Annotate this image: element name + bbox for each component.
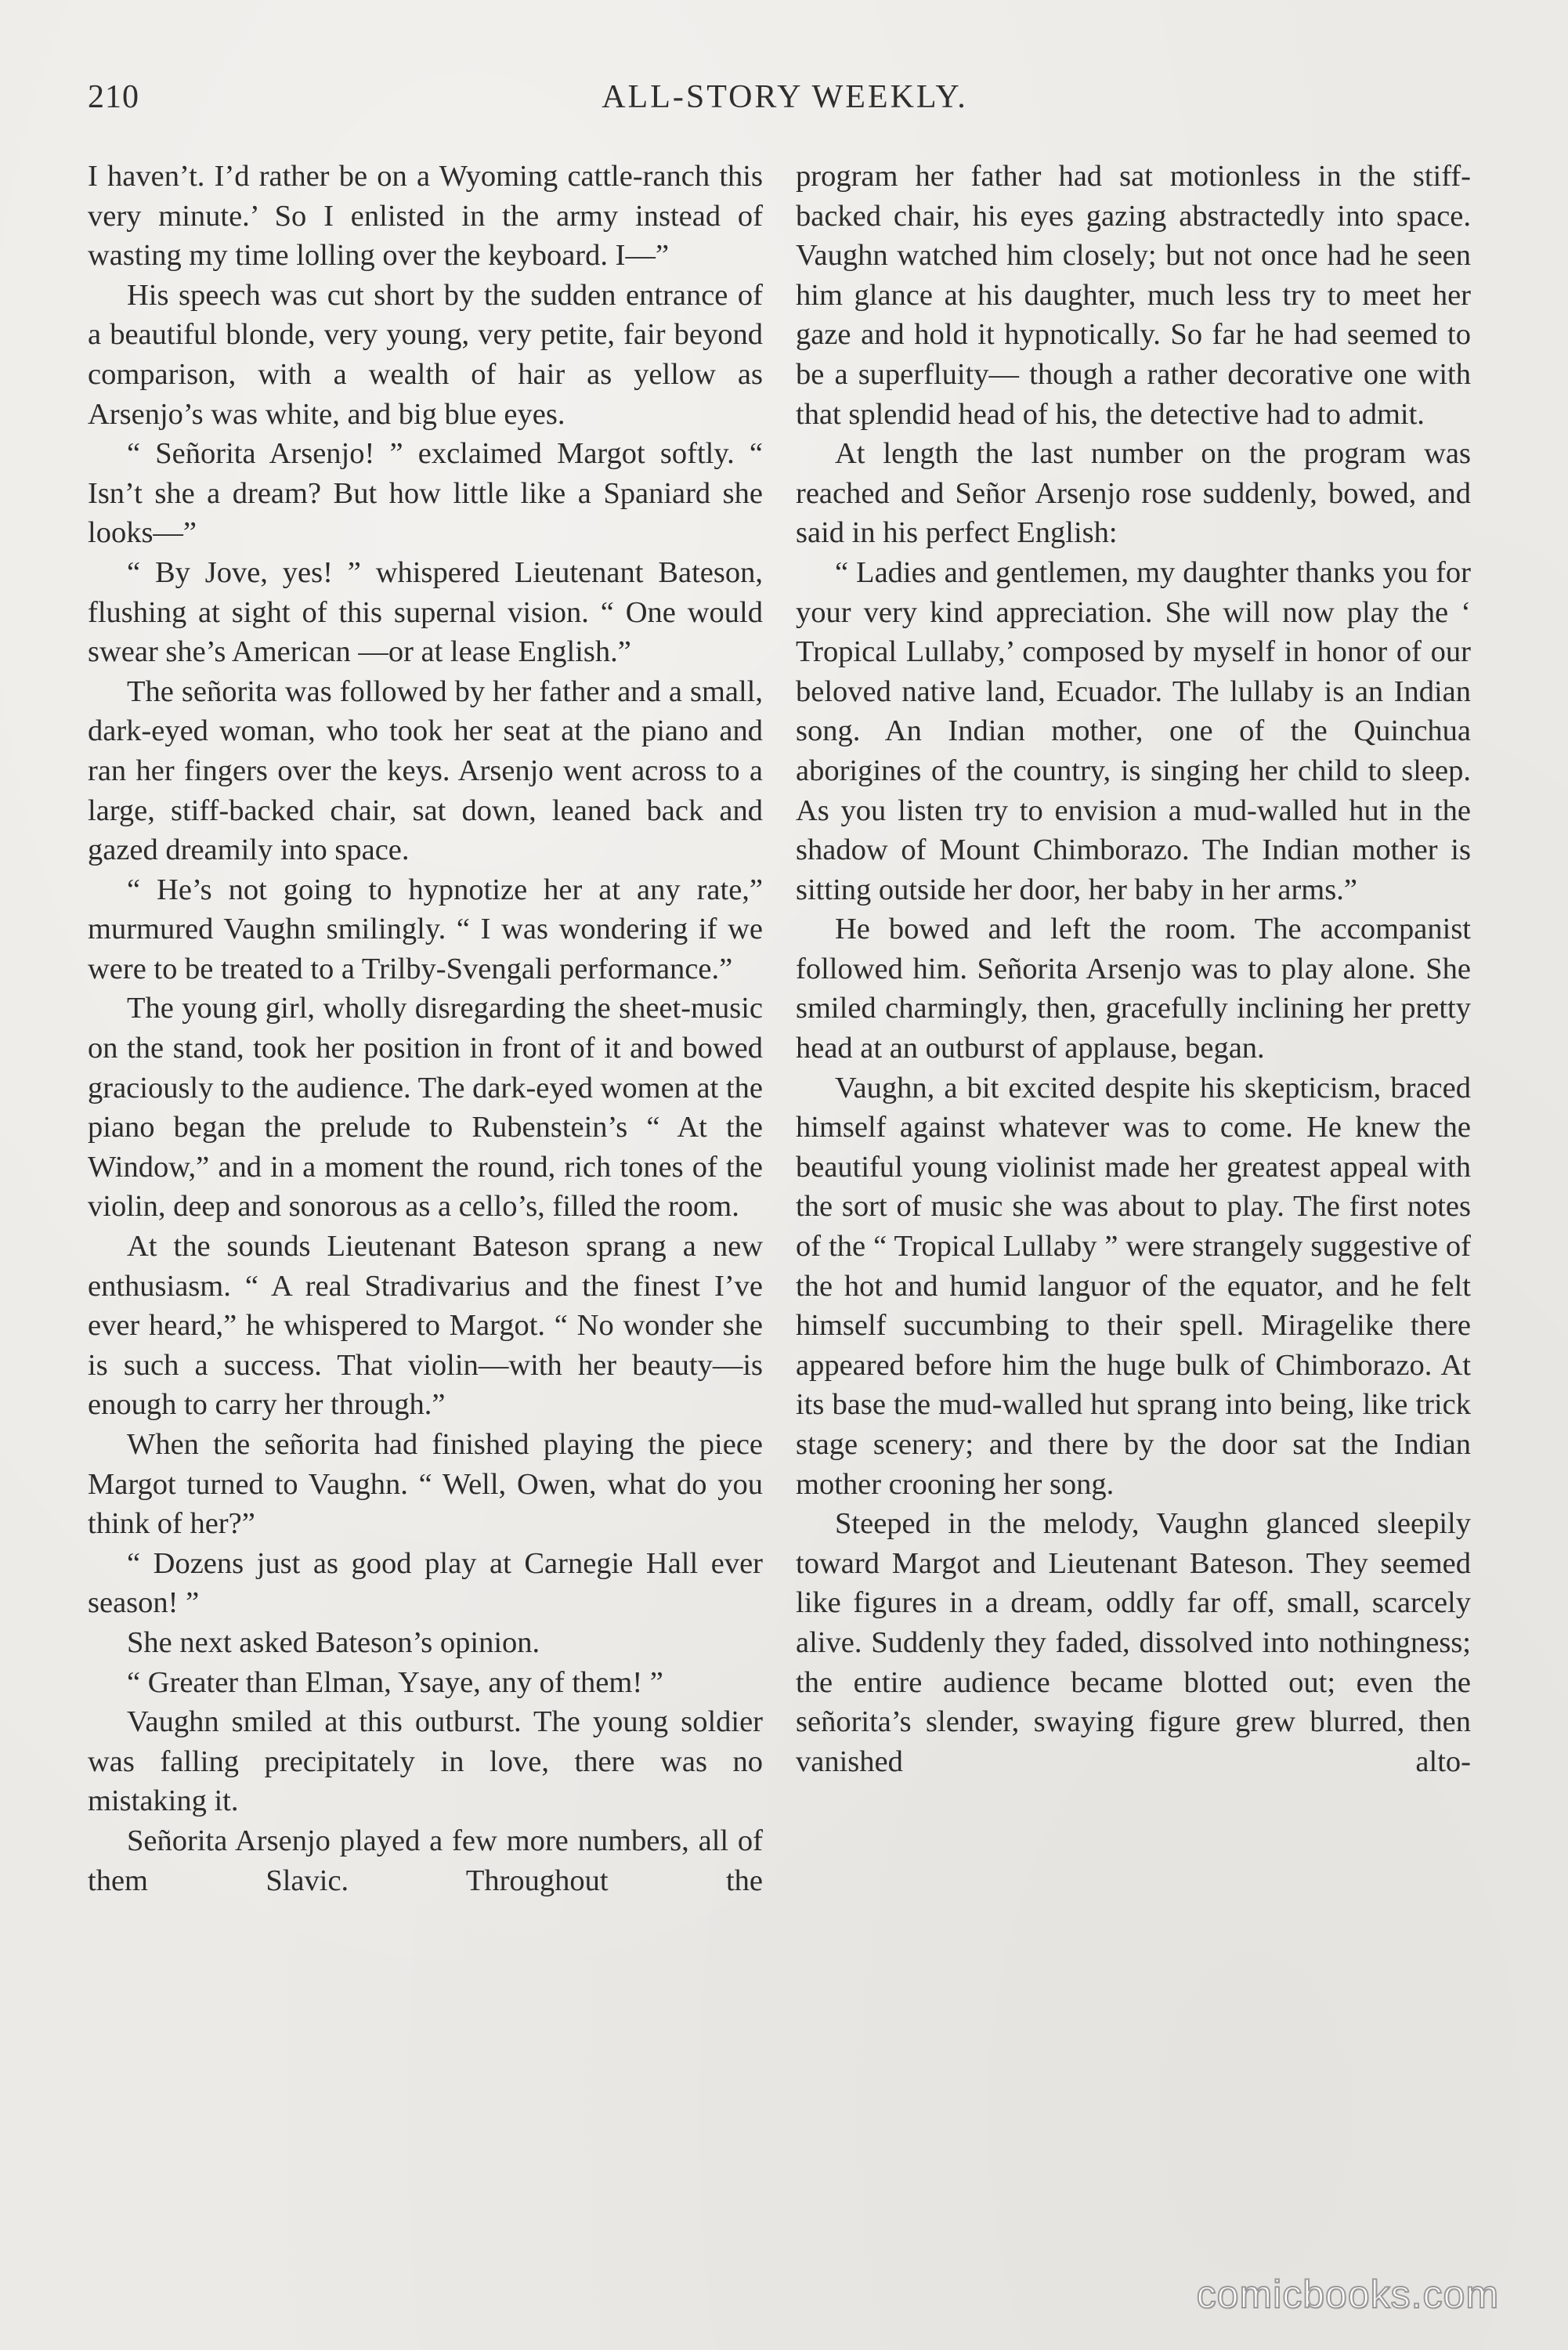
running-head: ALL-STORY WEEKLY. [602, 79, 968, 115]
right-column [796, 157, 1471, 1781]
paragraph: “ He’s not going to hypnotize her at any rate,” murmured Vaughn smilingly. “ I was wondering if we were to be treated to a Trilby-Svengali performance.” [88, 873, 763, 985]
paragraph: His speech was cut short by the sudden entrance of a beautiful blonde, very young, very petite, fair beyond comparison, with a wealth of hair as yellow as Arsenjo’s was white, and big blue eyes. [88, 278, 763, 431]
page-number: 210 [88, 79, 139, 115]
page-header [88, 78, 1482, 125]
paragraph: Vaughn, a bit excited despite his skepticism, braced himself against whatever was to come. He knew the beautiful young violinist made her greatest appeal with the sort of music she was about to play. The first notes of the “ Tropical Lullaby ” were strangely suggestive of the hot and humid languor of the equator, and he felt himself succumbing to their spell. Miragelike there appeared before him the huge bulk of Chimborazo. At its base the mud-walled hut sprang into being, like trick stage scenery; and there by the door sat the Indian mother crooning her song. [796, 1071, 1471, 1501]
paragraph: The señorita was followed by her father and a small, dark-eyed woman, who took her seat at the piano and ran her fingers over the keys. Arsenjo went across to a large, stiff-backed chair, sat down, leaned back and gazed dreamily into space. [88, 674, 763, 867]
paragraph: “ Greater than Elman, Ysaye, any of them! ” [127, 1665, 663, 1699]
paragraph: “ Ladies and gentlemen, my daughter thanks you for your very kind appreciation. She will now play the ‘ Tropical Lullaby,’ composed by myself in honor of our beloved native land, Ecuador. The lullaby is an Indian song. An Indian mother, one of the Quinchua aborigines of the country, is singing her child to sleep. As you listen try to envision a mud-walled hut in the shadow of Mount Chimborazo. The Indian mother is sitting outside her door, her baby in her arms.” [796, 555, 1471, 906]
paragraph: The young girl, wholly disregarding the sheet-music on the stand, took her position in front of it and bowed graciously to the audience. The dark-eyed women at the piano began the prelude to Rubenstein’s “ At the Window,” and in a moment the round, rich tones of the violin, deep and sonorous as a cello’s, filled the room. [88, 992, 764, 1224]
paragraph: At the sounds Lieutenant Bateson sprang a new enthusiasm. “ A real Stradivarius and the finest I’ve ever heard,” he whispered to Margot. “ No wonder she is such a success. That violin—with her beauty—is enough to carry her through.” [88, 1230, 763, 1422]
paragraph: She next asked Bateson’s opinion. [127, 1625, 540, 1659]
paragraph: Vaughn smiled at this outburst. The young soldier was falling precipitately in love, there was no mistaking it. [88, 1705, 763, 1818]
paragraph: “ Dozens just as good play at Carnegie Hall ever season! ” [88, 1546, 763, 1620]
paragraph: “ Señorita Arsenjo! ” exclaimed Margot softly. “ Isn’t she a dream? But how little like a Spaniard she looks—” [88, 437, 763, 550]
paragraph: “ By Jove, yes! ” whispered Lieutenant Bateson, flushing at sight of this supernal vision. “ One would swear she’s American —or at lease English.” [88, 555, 763, 669]
paragraph: He bowed and left the room. The accompanist followed him. Señorita Arsenjo was to play alone. She smiled charmingly, then, gracefully inclining her pretty head at an outburst of applause, began. [796, 913, 1471, 1065]
paragraph: Señorita Arsenjo played a few more numbers, all of them Slavic. Throughout the [88, 1824, 763, 1897]
paragraph: program her father had sat motionless in the stiff-backed chair, his eyes gazing abstractedly into space. Vaughn watched him closely; but not once had he seen him glance at his daughter, much less try to meet her gaze and hold it hypnotically. So far he had seemed to be a superfluity— though a rather decorative one with that splendid head of his, the detective had to admit. [796, 160, 1471, 431]
paragraph: At length the last number on the program was reached and Señor Arsenjo rose suddenly, bowed, and said in his perfect English: [796, 437, 1471, 550]
paragraph: When the señorita had finished playing the piece Margot turned to Vaughn. “ Well, Owen, what do you think of her?” [88, 1428, 763, 1541]
paragraph: I haven’t. I’d rather be on a Wyoming cattle-ranch this very minute.’ So I enlisted in the army instead of wasting my time lolling over the keyboard. I—” [88, 160, 763, 273]
left-column [88, 157, 763, 1900]
paragraph: Steeped in the melody, Vaughn glanced sleepily toward Margot and Lieutenant Bateson. They seemed like figures in a dream, oddly far off, small, scarcely alive. Suddenly they faded, dissolved into nothingness; the entire audience became blotted out; even the señorita’s slender, swaying figure grew blurred, then vanished alto- [796, 1507, 1471, 1778]
watermark: comicbooks.com [1196, 2272, 1499, 2316]
